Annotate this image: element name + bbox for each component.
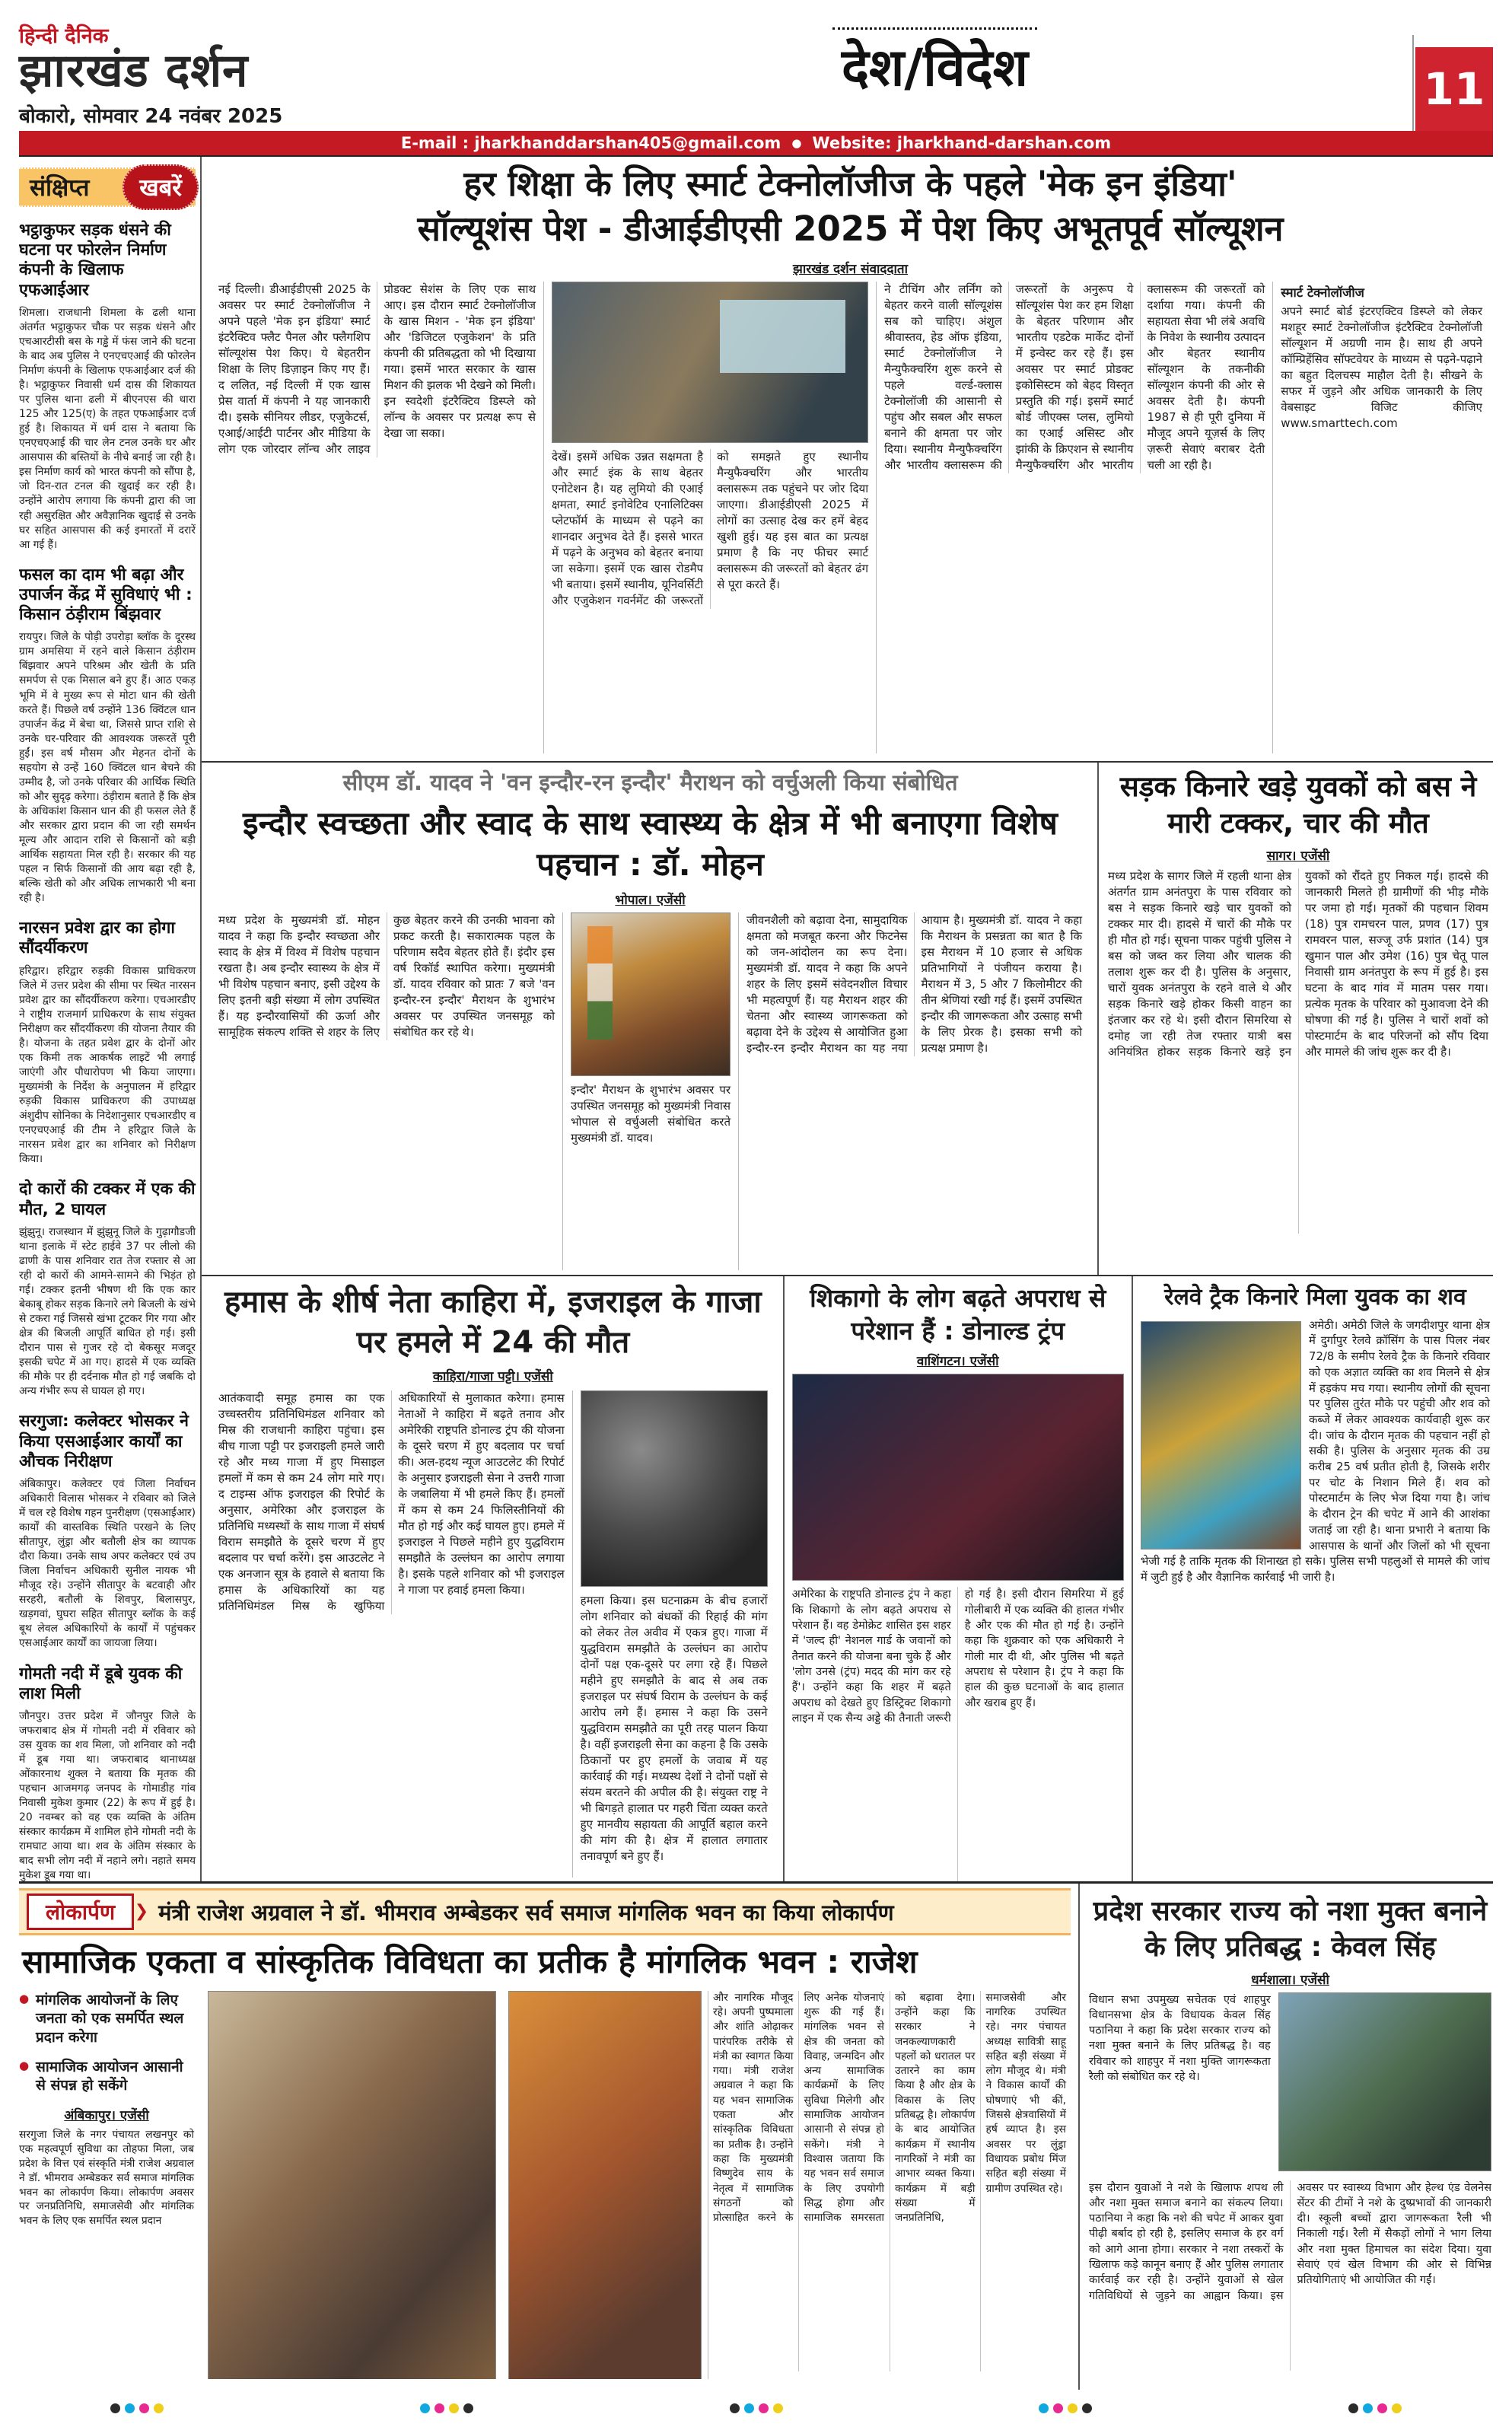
briefs-header: [19, 166, 196, 209]
brief-headline: दो कारों की टक्कर में एक की मौत, 2 घायल: [19, 1180, 196, 1219]
brief-headline: गोमती नदी में डूबे युवक की लाश मिली: [19, 1664, 183, 1703]
story-column-group: [572, 1390, 775, 1878]
story-text: आतंकवादी समूह हमास का एक उच्चस्तरीय प्रतिनिधिमंडल शनिवार को मिस्र की राजधानी काहिरा पहुंचा। इस बीच गाजा पट्टी पर इजराइली हमले जारी रहे और मध्य गाजा में हुए मिसाइल हमलों में कम से कम 24 लोग मारे गए। द टाइम्स ऑफ इजराइल की रिपोर्ट के अनुसार, अमेरिका और इजराइल के प्रतिनिधि मध्यस्थों के साथ गाजा में संघर्ष विराम समझौते के दूसरे चरण में हुए बदलाव पर चर्चा करेंगे। इस आउटलेट ने एक अनजान सूत्र के हवाले से बताया कि हमास के अधिकारियों का यह प्रतिनिधिमंडल मिस्र के खुफिया अधिकारियों से मुलाकात करेगा। हमास नेताओं ने काहिरा में बढ़ते तनाव और अमेरिकी राष्ट्रपति डोनाल्ड ट्रंप की योजना के दूसरे चरण में हुए बदलाव पर चर्चा की। अल-हदथ न्यूज आउटलेट की रिपोर्ट के अनुसार इजराइली सेना ने उत्तरी गाजा के जबालिया में भी हमले किए हैं। हमलों में कम से कम 24 फिलिस्तीनियों की मौत हो गई और कई घायल हुए। हमले में इजराइल ने पिछले महीने हुए युद्धविराम समझौते के उल्लंघन का आरोप लगाया है। इसके पहले शनिवार को भी इजराइल ने गाजा पर हवाई हमला किया।: [218, 1391, 565, 1613]
hamas-columns: [211, 1390, 775, 1878]
story-column-group: [502, 1991, 708, 2379]
story-text: नई दिल्ली। डीआईडीएसी 2025 के अवसर पर स्मार्ट टेक्नोलॉजीज ने अपने पहले 'मेक इन इंडिया' स्मार्ट इंटरैक्टिव फ्लैट पैनल और फ्लैगशिप सॉल्यूशंस पेश किए। ये बेहतरीन शिक्षा के लिए डिज़ाइन किए गए हैं। द ललित, नई दिल्ली में एक खास प्रेस वार्ता में कंपनी ने यह जानकारी दी। इसके सीनियर लीडर, एजुकेटर्स, एआई/आईटी पार्टनर और मीडिया के लोग एक जोरदार लॉन्च और लाइव प्रोडक्ट सेशंस के लिए एक साथ आए। इस दौरान स्मार्ट टेक्नोलॉजीज के खास मिशन - 'मेक इन इंडिया' और 'डिजिटल एजुकेशन' के प्रति कंपनी की प्रतिबद्धता को भी दिखाया गया। इसमें भारत सरकार के खास मिशन की झलक भी देखने को मिली। इन स्वदेशी इंटरैक्टिव डिस्प्ले को लॉन्च के अवसर पर प्रत्यक्ष रूप से देखा जा सका।: [218, 282, 536, 456]
registration-marks-icon: [1039, 2403, 1092, 2413]
headline-line-2: सॉल्यूशंस पेश - डीआईडीएसी 2025 में पेश किए अभूतपूर्व सॉल्यूशन: [417, 209, 1284, 250]
story-text: जीवनशैली को बढ़ावा देना, सामुदायिक क्षमता को मजबूत करना और फिटनेस को जन-आंदोलन का रूप देना। मुख्यमंत्री डॉ. यादव ने कहा कि अपने शहर के लिए इसमें संवेदनशील विचार भी महत्वपूर्ण हैं। यह मैराथन शहर की चेतना और स्वास्थ्य जागरूकता को बढ़ावा देने के उद्देश्य से आयोजित हुआ इन्दौर-रन इन्दौर मैराथन का यह नया आयाम है। मुख्यमंत्री डॉ. यादव ने कहा कि मैराथन के प्रसन्नता का बात है कि इस मैराथन में 10 हजार से अधिक प्रतिभागियों ने पंजीयन कराया है। मैराथन में 3, 5 और 7 किलोमीटर की तीन श्रेणियां रखी गई हैं। इसमें उपस्थित इन्दौर की जागरूकता और उत्साह सभी के लिए प्रेरक है। इसका सभी को प्रत्यक्ष प्रमाण है।: [746, 913, 1082, 1055]
story-kicker: सीएम डॉ. यादव ने 'वन इन्दौर-रन इन्दौर' मैराथन को वर्चुअली किया संबोधित: [342, 769, 958, 796]
brief-body: हरिद्वार। हरिद्वार रुड़की विकास प्राधिकरण जिले में उत्तर प्रदेश की सीमा पर स्थित नारसन प्रवेश द्वार का सौंदर्यीकरण करेगा। एचआरडीए ने राष्ट्रीय राजमार्ग प्राधिकरण के साथ संयुक्त निरीक्षण कर सौंदर्यीकरण की योजना तैयार की है। योजना के तहत प्रवेश द्वार के दोनों ओर एक किमी तक आकर्षक लाइटें भी लगाई जाएंगी और पौधारोपण भी किया जाएगा। मुख्यमंत्री के निर्देश के अनुपालन में हरिद्वार रुड़की विकास प्राधिकरण की उपाध्यक्ष अंशुदीप सोनिका के निदेशानुसार एचआरडीए व एनएचएआई की टीम ने हरिद्वार जिले के नारसन प्रवेश द्वार का शनिवार को निरीक्षण किया।: [19, 964, 196, 1166]
lokarpan-kicker: मंत्री राजेश अग्रवाल ने डॉ. भीमराव अम्बेडकर सर्व समाज मांगलिक भवन का किया लोकार्पण: [158, 1899, 894, 1925]
lokarpan-columns: [19, 1991, 1071, 2379]
story-text: सरगुजा जिले के नगर पंचायत लखनपुर को एक महत्वपूर्ण सुविधा का तोहफा मिला, जब प्रदेश के वित्त एवं संस्कृति मंत्री राजेश अग्रवाल ने डॉ. भीमराव अम्बेडकर सर्व समाज मांगलिक भवन का लोकार्पण किया। लोकार्पण अवसर पर जनप्रतिनिधि, समाजसेवी और मांगलिक भवन के लिए एक समर्पित स्थल प्रदान: [19, 2129, 194, 2228]
story-text: हमला किया। इस घटनाक्रम के बीच हजारों लोग शनिवार को बंधकों की रिहाई की मांग को लेकर तेल अवीव में एकत्र हुए। गाजा में युद्धविराम समझौते के उल्लंघन का आरोप दोनों पक्ष एक-दूसरे पर लगा रहे हैं। पिछले महीने हुए समझौते के बाद से अब तक इजराइल पर संघर्ष विराम के उल्लंघन के कई आरोप लगे हैं। हमास ने कहा कि उसने युद्धविराम समझौते का पूरी तरह पालन किया है। वहीं इजराइली सेना का कहना है कि उसके ठिकानों पर हुए हमलों के जवाब में यह कार्रवाई की गई। मध्यस्थ देशों ने दोनों पक्षों से संयम बरतने की अपील की है। संयुक्त राष्ट्र ने भी बिगड़ते हालात पर गहरी चिंता व्यक्त करते हुए मानवीय सहायता की आपूर्ति बहाल करने की मांग की है। क्षेत्र में हालात लगातार तनावपूर्ण बने हुए हैं।: [580, 1594, 768, 1864]
railway-story: [1132, 1276, 1493, 1881]
registration-marks-icon: [1348, 2403, 1402, 2413]
story-subhead: स्मार्ट टेक्नोलॉजीज: [1281, 285, 1364, 300]
bullet-separator-icon: ●: [791, 136, 802, 150]
registration-marks-icon: [730, 2403, 783, 2413]
masthead: [19, 5, 1493, 131]
dateline: सागर। एजेंसी: [1266, 849, 1330, 865]
byline: झारखंड दर्शन संवाददाता: [793, 261, 908, 277]
dateline: वाशिंगटन। एजेंसी: [916, 1354, 999, 1370]
paper-date: बोकारो, सोमवार 24 नवंबर 2025: [19, 105, 283, 129]
lokarpan-label: लोकार्पण ❯: [27, 1894, 134, 1930]
top-zone: [19, 155, 1493, 1881]
brief-headline: भट्ठाकुफर सड़क धंसने की घटना पर फोरलेन निर्माण कंपनी के खिलाफ एफआईआर: [19, 221, 171, 300]
story-text: मध्य प्रदेश के मुख्यमंत्री डॉ. मोहन यादव ने कहा कि इन्दौर स्वच्छता और स्वाद के क्षेत्र में विश्व में विशेष पहचान रखता है। अब इन्दौर स्वास्थ्य के क्षेत्र में भी विशेष पहचान बनाए, इसी उद्देश्य के लिए इतनी बड़ी संख्या में लोग उपस्थित हैं। यह इन्दौरवासियों की ऊर्जा और सामूहिक संकल्प शक्ति से शहर के लिए कुछ बेहतर करने की उनकी भावना को प्रकट करती है। सकारात्मक पहल के परिणाम सदैव बेहतर होते हैं। इंदौर इस वर्ष रिकॉर्ड स्थापित करेगा। मुख्यमंत्री डॉ. यादव रविवार को प्रातः 7 बजे 'वन इन्दौर-रन इन्दौर' मैराथन के शुभारंभ अवसर पर उपस्थित जनसमूह को संबोधित कर रहे थे।: [218, 913, 555, 1039]
briefs-title-right: खबरें: [123, 164, 199, 210]
classroom-photo: [552, 282, 868, 443]
brief-headline: फसल का दाम भी बढ़ा और उपार्जन केंद्र में सुविधाएं भी : किसान ठंड़ीराम बिंझवार: [19, 565, 193, 625]
indore-story: [202, 763, 1097, 1274]
section-title-wrap: [377, 5, 1493, 100]
story-text: अमेरिका के राष्ट्रपति डोनाल्ड ट्रंप ने कहा कि शिकागो के लोग बढ़ते अपराध से परेशान हैं। वह डेमोक्रेट शासित इस शहर में 'जल्द ही' नेशनल गार्ड के जवानों को तैनात करने की योजना बना चुके हैं और 'लोग उनसे (ट्रंप) मदद की मांग कर रहे हैं'। उन्होंने कहा कि शहर में बढ़ते अपराध को देखते हुए डिस्ट्रिक्ट शिकागो लाइन में एक सैन्य अड्डे की तैनाती जरूरी हो गई है। इसी दौरान सिमरिया में हुई गोलीबारी में एक व्यक्ति की हालत गंभीर है और एक की मौत हो गई है। उन्होंने कहा कि शुक्रवार को एक अधिकारी ने गोली मार दी थी, और पुलिस भी बढ़ते अपराध से परेशान है। ट्रंप ने कहा कि हाल की कुछ घटनाओं के बाद हालात और खराब हुए हैं।: [791, 1588, 1124, 1725]
story-text: अपने स्मार्ट बोर्ड इंटरएक्टिव डिस्प्ले को लेकर मशहूर स्मार्ट टेक्नोलॉजीज इंटरैक्टिव टेक्नोलॉजी सॉल्यूशन में अग्रणी नाम है। साथ ही अपने कॉम्प्रिहेंसिव सॉफ्टवेयर के माध्यम से पढ़ने-पढ़ाने का बहुत दिलचस्प माहौल देती है। सीखने के सफर में जुड़ने और अधिक जानकारी के लिए वेबसाइट विजिट कीजिए www.smarttech.com: [1281, 304, 1482, 430]
story-text: ने टीचिंग और लर्निंग को बेहतर करने वाली सॉल्यूशंस सब को चाहिए। अंशुल श्रीवास्तव, हेड ऑफ इंडिया, स्मार्ट टेक्नोलॉजीज ने मैन्युफैक्चरिंग शुरू करने से पहले वर्ल्ड-क्लास टेक्नोलॉजी की आसानी से पहुंच और सबल और सफल बनाने की क्षमता पर जोर दिया। स्थानीय मैन्युफैक्चरिंग और भारतीय क्लासरूम की जरूरतों के अनुरूप ये सॉल्यूशंस पेश कर हम शिक्षा के बेहतर परिणाम और भारतीय एडटेक मार्केट दोनों में इन्वेस्ट कर रहे हैं। इस अवसर पर स्मार्ट प्रोडक्ट इकोसिस्टम को बेहद विस्तृत प्रस्तुति की गई। इसमें स्मार्ट बोर्ड जीएक्स प्लस, लुमियो का एआई असिस्ट और झांकी के क्रिएशन से स्थानीय मैन्युफैक्चरिंग और भारतीय क्लासरूम की जरूरतों को दर्शाया गया। कंपनी की सहायता सेवा भी लंबे अवधि के निवेश के स्थानीय उत्पादन और बेहतर स्थानीय सॉल्यूशन के तकनीकी सॉल्यूशन कंपनी की ओर से अवसर देती है। कंपनी 1987 से ही पूरी दुनिया में मौजूद अपने यूज़र्स के लिए ज़रूरी सेवाएं बराबर देती चली आ रही है।: [884, 282, 1265, 472]
story-column-group: [876, 282, 1272, 753]
awareness-rally-photo: [1278, 1992, 1491, 2171]
bullet-list: [19, 1991, 194, 2095]
story-text: अमेठी। अमेठी जिले के जगदीशपुर थाना क्षेत्र में दुर्गापुर रेलवे क्रॉसिंग के पास पिलर नंबर 72/8 के समीप रेलवे ट्रैक के किनारे रविवार को एक अज्ञात व्यक्ति का शव मिलने से क्षेत्र में हड़कंप मच गया। स्थानीय लोगों की सूचना पर पुलिस तुरंत मौके पर पहुंची और शव को कब्जे में लेकर आवश्यक कार्यवाही शुरू कर दी। जांच के दौरान मृतक की पहचान नहीं हो सकी है। पुलिस के अनुसार मृतक की उम्र करीब 25 वर्ष प्रतीत होती है, जिसके शरीर पर चोट के निशान मिले हैं। शव को पोस्टमार्टम के लिए भेज दिया गया है। जांच के दौरान ट्रेन की चपेट में आने की आशंका जताई जा रही है। थाना प्रभारी ने बताया कि आसपास के थानों और जिलों को भी सूचना भेजी गई है ताकि मृतक की शिनाख्त हो सके। पुलिस सभी पहलुओं से मामले की जांच में जुटी हुई है और वैज्ञानिक कार्रवाई भी जारी है।: [1140, 1318, 1490, 1584]
photo-note: इन्दौर' मैराथन के शुभारंभ अवसर पर उपस्थित जनसमूह को मुख्यमंत्री निवास भोपाल से वर्चुअली संबोधित करते मुख्यमंत्री डॉ. यादव।: [571, 1082, 731, 1145]
brief-headline: नारसन प्रवेश द्वार का होगा सौंदर्यीकरण: [19, 919, 175, 958]
page-number-rule: [1412, 35, 1414, 131]
story-column-group: [738, 913, 1090, 1270]
chicago-headline: शिकागो के लोग बढ़ते अपराध से परेशान हैं : डोनाल्ड ट्रंप: [810, 1282, 1106, 1346]
headline-line-1: हर शिक्षा के लिए स्मार्ट टेक्नोलॉजीज के पहले 'मेक इन इंडिया': [463, 164, 1237, 204]
hamas-story: [202, 1276, 783, 1881]
paper-tagline: हिन्दी दैनिक: [19, 24, 109, 48]
inauguration-photo-2: [508, 1991, 702, 2379]
brief-body: जौनपुर। उत्तर प्रदेश में जौनपुर जिले के जफराबाद क्षेत्र में गोमती नदी में रविवार को उस युवक का शव मिला, जो शनिवार को नदी में डूब गया था। जफराबाद थानाध्यक्ष ओंकारनाथ शुक्ल ने बताया कि मृतक की पहचान आजमगढ़ जनपद के गोमाडीह गांव निवासी मुकेश कुमार (22) के रूप में हुई है। 20 नवम्बर को वह एक व्यक्ति के अंतिम संस्कार कार्यक्रम में शामिल होने गोमती नदी के रामघाट आया था। शव के अंतिम संस्कार के बाद सभी लोग नदी में नहाने लगे। नहाते समय मुकेश डूब गया था।: [19, 1709, 196, 1881]
story-column-group: [211, 282, 543, 753]
trump-photo: [792, 1374, 1124, 1581]
indore-headline: इन्दौर स्वच्छता और स्वाद के साथ स्वास्थ्य के क्षेत्र में भी बनाएगा विशेष पहचान : डॉ. मोहन: [243, 804, 1058, 884]
bottom-band: [19, 1881, 1493, 2390]
story-text: इस दौरान युवाओं ने नशे के खिलाफ शपथ ली और नशा मुक्त समाज बनाने का संकल्प लिया। पठानिया ने कहा कि नशे की चपेट में आकर युवा पीढ़ी बर्बाद हो रही है, इसलिए समाज के हर वर्ग को आगे आना होगा। सरकार ने नशा तस्करों के खिलाफ कड़े कानून बनाए हैं और पुलिस लगातार कार्रवाई कर रही है। उन्होंने युवाओं से खेल गतिविधियों से जुड़ने का आह्वान किया। इस अवसर पर स्वास्थ्य विभाग और हेल्थ एंड वेलनेस सेंटर की टीमों ने नशे के दुष्प्रभावों की जानकारी दी। स्कूली बच्चों द्वारा जागरूकता रैली भी निकाली गई। रैली में सैकड़ों लोगों ने भाग लिया और नशा मुक्त हिमाचल का संदेश दिया। युवा सेवाएं एवं खेल विभाग की ओर से विभिन्न प्रतियोगिताएं भी आयोजित की गईं।: [1089, 2181, 1491, 2302]
railway-headline: रेलवे ट्रैक किनारे मिला युवक का शव: [1164, 1283, 1466, 1311]
brief-headline: सरगुजा: कलेक्टर भोसकर ने किया एसआईआर कार्यों का औचक निरीक्षण: [19, 1412, 189, 1471]
railway-scene-photo: [1141, 1321, 1301, 1550]
briefs-title-left: संक्षिप्त: [19, 167, 196, 207]
lokarpan-kicker-bar: [19, 1888, 1071, 1935]
brief-body: अंबिकापुर। कलेक्टर एवं जिला निर्वाचन अधिकारी विलास भोसकर ने रविवार को जिले में चल रहे विशेष गहन पुनरीक्षण (एसआईआर) कार्यों की वास्तविक स्थिति परखने के लिए सीतापुर, लुंड्रा और बतौली क्षेत्र का व्यापक दौरा किया। उनके साथ अपर कलेक्टर एवं उप जिला निर्वाचन अधिकारी सुनील नायक भी मौजूद रहे। उन्होंने सीतापुर के बटवाही और सरहरी, बतौली के शिवपुर, बिलासपुर, खड़गवां, घुघरा सहित सीतापुर ब्लॉक के कई बूथ लेवल अधिकारियों के कार्यों में पहुंचकर एसआईआर कार्यों का जायजा लिया।: [19, 1477, 196, 1650]
dateline: भोपाल। एजेंसी: [615, 892, 686, 908]
story-column-group: [562, 913, 738, 1270]
bullet-item: ● मांगलिक आयोजनों के लिए जनता को एक समर्पित स्थल प्रदान करेगा: [19, 1991, 194, 2047]
page-footer: [19, 2390, 1493, 2426]
main-column: [202, 157, 1493, 1881]
bus-headline: सड़क किनारे खड़े युवकों को बस ने मारी टक्कर, चार की मौत: [1119, 770, 1477, 840]
main-story-headline: [211, 161, 1490, 252]
hamas-headline: हमास के शीर्ष नेता काहिरा में, इजराइल के गाजा पर हमले में 24 की मौत: [224, 1284, 762, 1360]
dateline: धर्मशाला। एजेंसी: [1251, 1972, 1329, 1988]
lower-row: [202, 1275, 1493, 1881]
bus-accident-story: [1097, 763, 1493, 1274]
nasha-mukt-story: [1078, 1884, 1493, 2390]
website-label: Website: jharkhand-darshan.com: [812, 134, 1112, 152]
main-story-columns: [211, 282, 1490, 753]
nasha-top-row: [1089, 1992, 1491, 2177]
nasha-headline: प्रदेश सरकार राज्य को नशा मुक्त बनाने के लिए प्रतिबद्ध : केवल सिंह: [1093, 1896, 1488, 1963]
brief-item: [19, 221, 196, 553]
dateline: काहिरा/गाजा पट्टी। एजेंसी: [432, 1369, 553, 1385]
story-column-group: [202, 1991, 502, 2379]
story-column-group: [708, 1991, 1071, 2379]
brief-item: [19, 1180, 196, 1399]
brief-body: शिमला। राजधानी शिमला के ढली थाना अंतर्गत भट्ठाकुफर चौक पर सड़क धंसने और एचआरटीसी बस के गड्ढे में फंस जाने की घटना के बाद अब पुलिस ने एनएचएआई की फोरलेन निर्माण कंपनी के खिलाफ एफआईआर दर्ज की है। भट्ठाकुफर निवासी धर्म दास की शिकायत पर पुलिस थाना ढली में बीएनएस की धारा 125 और 125(ए) के तहत एफआईआर दर्ज हुई है। शिकायत में धर्म दास ने बताया कि एनएचएआई की चार लेन टनल उनके घर और आसपास की बस्तियों के नीचे बनाई जा रही है। इस निर्माण कार्य को भारत कंपनी को सौंपा है, जो दिन-रात टनल की खुदाई कर रही है। उन्होंने आरोप लगाया कि कंपनी द्वारा की जा रही असुरक्षित और अवैज्ञानिक खुदाई से उनके घर सहित आसपास की कई इमारतों में दरारें आ गई हैं।: [19, 306, 196, 551]
brief-item: [19, 1412, 196, 1651]
bullet-item: ● सामाजिक आयोजन आसानी से संपन्न हो सकेंगे: [19, 2058, 194, 2095]
main-story: [202, 157, 1493, 761]
story-text: विधान सभा उपमुख्य सचेतक एवं शाहपुर विधानसभा क्षेत्र के विधायक केवल सिंह पठानिया ने कहा कि प्रदेश सरकार राज्य को नशा मुक्त बनाने के लिए प्रतिबद्ध है। वह रविवार को शाहपुर में नशा मुक्ति जागरूकता रैली को संबोधित कर रहे थे।: [1089, 1993, 1271, 2084]
brand-block: [19, 5, 377, 129]
section-title: देश/विदेश: [832, 27, 1037, 100]
contact-bar: [19, 131, 1493, 155]
story-text: और नागरिक मौजूद रहे। अपनी पुष्पमाला और शांति ओढ़ाकर पारंपरिक तरीके से मंत्री का स्वागत किया गया। मंत्री राजेश अग्रवाल ने कहा कि यह भवन सामाजिक एकता और सांस्कृतिक विविधता का प्रतीक है। उन्होंने कहा कि मुख्यमंत्री विष्णुदेव साय के नेतृत्व में सामाजिक संगठनों को प्रोत्साहित करने के लिए अनेक योजनाएं शुरू की गई हैं। मांगलिक भवन से क्षेत्र की जनता को विवाह, जन्मदिन और अन्य सामाजिक कार्यक्रमों के लिए सुविधा मिलेगी और सामाजिक आयोजन आसानी से संपन्न हो सकेंगे। मंत्री ने विश्वास जताया कि यह भवन सर्व समाज के लिए उपयोगी सिद्ध होगा और सामाजिक समरसता को बढ़ावा देगा। उन्होंने कहा कि सरकार ने जनकल्याणकारी पहलों को धरातल पर उतारने का काम किया है और क्षेत्र के विकास के लिए प्रतिबद्ध है। लोकार्पण के बाद आयोजित कार्यक्रम में स्थानीय नागरिकों ने मंत्री का आभार व्यक्त किया। कार्यक्रम में बड़ी संख्या में जनप्रतिनिधि, समाजसेवी और नागरिक उपस्थित रहे। नगर पंचायत अध्यक्ष सावित्री साहू सहित बड़ी संख्या में लोग मौजूद थे। मंत्री ने विकास कार्यों की घोषणाएं भी कीं, जिससे क्षेत्रवासियों में हर्ष व्याप्त है। इस अवसर पर लुंड्रा विधायक प्रबोध मिंज सहित बड़ी संख्या में ग्रामीण उपस्थित रहे।: [713, 1991, 1066, 2225]
story-column-group: [1272, 282, 1490, 753]
paper-title: झारखंड दर्शन: [19, 44, 249, 98]
middle-row: [202, 761, 1493, 1274]
brief-item: [19, 565, 196, 906]
story-text: मध्य प्रदेश के सागर जिले में रहली थाना क्षेत्र अंतर्गत ग्राम अनंतपुरा के पास रविवार को बस ने सड़क किनारे खड़े चार युवकों को टक्कर मार दी। हादसे में चारों की मौके पर ही मौत हो गई। सूचना पाकर पहुंची पुलिस ने बस को जब्त कर लिया और चालक की तलाश शुरू कर दी है। पुलिस के अनुसार, चारों युवक अनंतपुरा के रहने वाले थे और सड़क किनारे खड़े होकर किसी वाहन का इंतजार कर रहे थे। इसी दौरान सिमरिया से दमोह जा रही तेज रफ्तार यात्री बस अनियंत्रित होकर सड़क किनारे खड़े इन युवकों को रौंदते हुए निकल गई। हादसे की जानकारी मिलते ही ग्रामीणों की भीड़ मौके पर जमा हो गई। मृतकों की पहचान शिवम (18) पुत्र रामचरन पाल, प्रणव (17) पुत्र रामवरन पाल, सज्जू उर्फ प्रशांत (14) पुत्र खुमान पाल और उमेश (16) पुत्र चेतू पाल निवासी ग्राम अनंतपुरा के रूप में हुई है। इस घटना के बाद गांव में मातम पसर गया। प्रत्येक मृतक के परिवार को मुआवजा देने की घोषणा की गई है। पुलिस ने चारों शवों को पोस्टमार्टम के बाद परिजनों को सौंप दिया और मामले की जांच शुरू कर दी है।: [1108, 869, 1488, 1059]
story-column-group: [211, 913, 562, 1270]
lokarpan-headline: सामाजिक एकता व सांस्कृतिक विविधता का प्रतीक है मांगलिक भवन : राजेश: [22, 1943, 918, 1980]
page-number: 11: [1415, 47, 1493, 131]
story-column-group: [211, 1390, 572, 1878]
brief-body: झुंझुनू। राजस्थान में झुंझुनू जिले के गुढ़ागौडजी थाना इलाके में स्टेट हाईवे 37 पर लीलो की ढाणी के पास शनिवार रात तेज रफ्तार से आ रही दो कारों की आमने-सामने की भिड़ंत हो गई। टक्कर इतनी भीषण थी कि एक कार बेकाबू होकर सड़क किनारे लगे बिजली के खंभे से टकरा गई जिससे खंभा टूटकर गिर गया और क्षेत्र की बिजली आपूर्ति बाधित हो गई। इसी दौरान पास से गुजर रहे दो बेकसूर मजदूर इसकी चपेट में आ गए। हादसे में एक व्यक्ति की मौके पर ही दर्दनाक मौत हो गई जबकि दो अन्य गंभीर रूप से घायल हो गए।: [19, 1225, 196, 1398]
indore-columns: [211, 913, 1090, 1270]
story-column-group: [543, 282, 876, 753]
cm-yadav-photo: [571, 913, 731, 1076]
dateline: अंबिकापुर। एजेंसी: [64, 2108, 149, 2124]
chicago-story: [783, 1276, 1132, 1881]
lokarpan-side-column: [19, 1991, 202, 2379]
inauguration-photo-1: [208, 1991, 496, 2379]
brief-item: [19, 1664, 196, 1881]
brief-item: [19, 919, 196, 1167]
email-label: E-mail : jharkhanddarshan405@gmail.com: [400, 134, 781, 152]
registration-marks-icon: [420, 2403, 473, 2413]
lokarpan-story: [19, 1884, 1078, 2390]
gaza-strike-photo: [581, 1390, 768, 1587]
registration-marks-icon: [110, 2403, 164, 2413]
briefs-column: [19, 157, 202, 1881]
story-text: देखें। इसमें अधिक उन्नत सक्षमता है और स्मार्ट इंक के साथ बेहतर एनोटेशन है। यह लुमियो की एआई क्षमता, स्मार्ट इनोवेटिव एनालिटिक्स प्लेटफॉर्म के माध्यम से पढ़ने का शानदार अनुभव देते हैं। इससे भारत में पढ़ने के अनुभव को बेहतर बनाया जा सकेगा। इसमें एक खास रोडमैप भी बताया। इसमें स्थानीय, यूनिवर्सिटी और एजुकेशन गवर्नमेंट की जरूरतों को समझते हुए स्थानीय मैन्युफैक्चरिंग और भारतीय क्लासरूम तक पहुंचने पर जोर दिया जाएगा। डीआईडीएसी 2025 में लोगों का उत्साह देख कर हमें बेहद खुशी हुई। यह इस बात का प्रत्यक्ष प्रमाण है कि नए फीचर स्मार्ट क्लासरूम की जरूरतों को बेहतर ढंग से पूरा करते हैं।: [552, 449, 869, 607]
brief-body: रायपुर। जिले के पोड़ी उपरोड़ा ब्लॉक के दूरस्थ ग्राम अमसिया में रहने वाले किसान ठंड़ीराम बिंझवार अपने परिश्रम और खेती के प्रति समर्पण से एक मिसाल बने हुए हैं। आठ एकड़ भूमि में वे मुख्य रूप से मोटा धान की खेती करते हैं। पिछले वर्ष उन्होंने 136 क्विंटल धान उपार्जन केंद्र में बेचा था, जिससे प्राप्त राशि से उनके घर-परिवार की आवश्यक जरूरतें पूरी हुईं। इस वर्ष मौसम और मेहनत दोनों के सहयोग से उन्हें 160 क्विंटल धान बेचने की उम्मीद है, जो उनके परिवार की आर्थिक स्थिति को और सुदृढ़ करेगा। ठंड़ीराम बताते हैं कि क्षेत्र के अधिकांश किसान धान की ही फसल लेते हैं और सरकार द्वारा प्रदान की जा रही समर्थन मूल्य और आदान राशि से किसानों को बड़ी आर्थिक सहायता मिल रही है। सरकार की यह पहल न सिर्फ किसानों की आय बढ़ा रही है, बल्कि खेती को और अधिक लाभकारी भी बना रही है।: [19, 631, 196, 905]
